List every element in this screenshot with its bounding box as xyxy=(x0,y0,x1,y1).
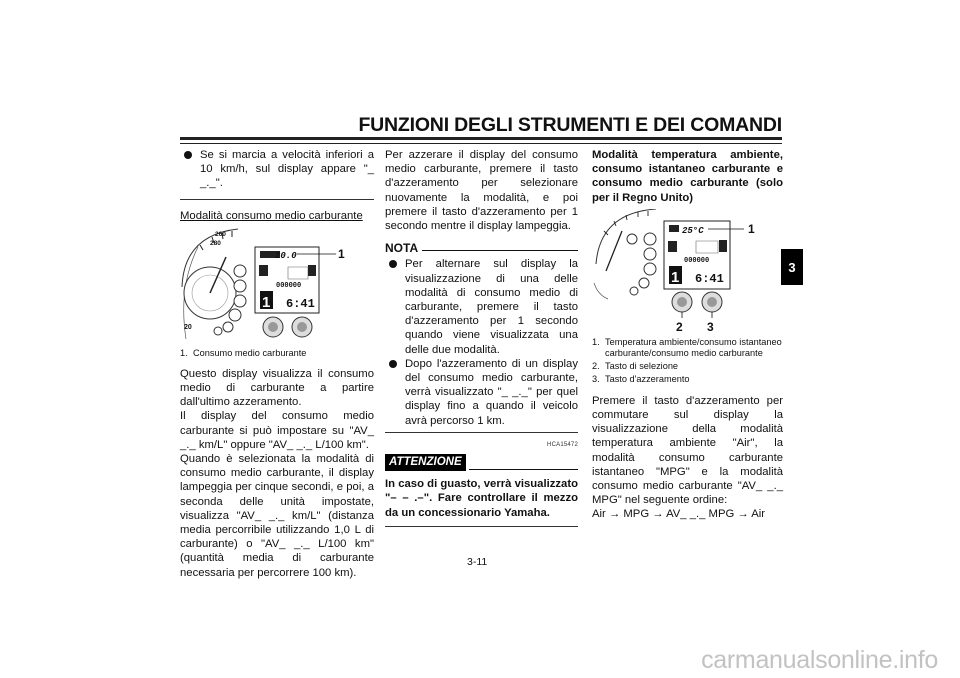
header-rule-thick xyxy=(180,137,782,140)
nota-bullet: Dopo l'azzeramento di un display del consumo medio carburante, verrà visualizzato "_ _._" per quel display fino a quando il veicolo avrà percorso 1 km. xyxy=(385,357,578,428)
paragraph: Quando è selezionata la modalità di consumo medio carburante, il display lampeggia per cinque secondi, e poi, a seconda delle unità impostate, visualizza "AV_ _._ km/L" (distanza media percorribile utilizzando 1,0 L di carburante) o "AV_ _._ L/100 km" (quantità media di carburante necessaria per percorrere 100 km). xyxy=(180,453,374,579)
caption-item: 3. Tasto d'azzeramento xyxy=(592,373,690,384)
temp-gauge-icon xyxy=(308,265,316,276)
figure-caption xyxy=(180,348,374,359)
column-1 xyxy=(180,148,374,580)
nota-bullet: Per alternare sul display la visualizzazione di una delle modalità di consumo medio di carburante, premere il tasto d'azzeramento per 1 secondo quando viene visualizzata una delle due modalità. xyxy=(385,257,578,356)
warning-lamp-icon xyxy=(214,327,222,335)
warning-lamp-icon xyxy=(639,278,649,288)
callout-1: 1 xyxy=(338,246,345,261)
column-3 xyxy=(592,148,783,522)
fuel-gauge-icon xyxy=(668,241,677,252)
lcd-gear: 1 xyxy=(262,293,271,311)
fuel-gauge-icon xyxy=(259,265,268,276)
lcd-odometer: 000000 xyxy=(276,281,302,290)
page-number: 3-11 xyxy=(467,556,488,568)
warning-lamp-icon xyxy=(223,322,233,332)
paragraph: Per azzerare il display del consumo medio carburante, premere il tasto d'azzeramento per selezionare nuovamente la modalità, e poi premere il tasto d'azzeramento per 1 secondo mentre il display lampeggia. xyxy=(385,149,578,233)
callout-2: 2 xyxy=(676,319,683,334)
temp-gauge-icon xyxy=(719,240,727,252)
caption-item: 2. Tasto di selezione xyxy=(592,360,679,371)
page-header-title: FUNZIONI DEGLI STRUMENTI E DEI COMANDI xyxy=(358,114,782,136)
section-title-average-consumption: Modalità consumo medio carburante xyxy=(180,209,363,222)
lcd-odometer: 000000 xyxy=(684,256,710,265)
watermark[interactable]: carmanualsonline.info xyxy=(701,646,938,674)
lcd-ambient-temperature: 25°C xyxy=(682,225,704,236)
warning-lamp-icon xyxy=(627,234,637,244)
section-title-uk-modes: Modalità temperatura ambiente, consumo istantaneo carburante e consumo medio carburante (solo per il Regno Unito) xyxy=(592,149,783,204)
speedo-label: 20 xyxy=(184,323,192,331)
caption-item: 1. Consumo medio carburante xyxy=(180,347,307,358)
warning-lamp-icon xyxy=(644,233,656,245)
warning-lamp-icon xyxy=(644,263,656,275)
divider xyxy=(180,199,374,200)
attenzione-heading: ATTENZIONE xyxy=(385,454,578,471)
figure-caption xyxy=(592,337,783,385)
paragraph: Questo display visualizza il consumo medio di carburante a partire dall'ultimo azzeramento. xyxy=(180,367,374,409)
column-2 xyxy=(385,148,578,532)
attenzione-text: In caso di guasto, verrà visualizzato "– – .–". Fare controllare il mezzo da un concessionario Yamaha. xyxy=(385,478,578,519)
paragraph: Premere il tasto d'azzeramento per commutare sul display la visualizzazione della modalità temperatura ambiente "Air", la modalità consumo carburante istantaneo "MPG" e la modalità consumo medio carburante "AV_ _._ MPG" nel seguente ordine: xyxy=(592,394,783,507)
dashboard-illustration-1 xyxy=(180,227,374,345)
divider xyxy=(385,526,578,527)
nota-heading: NOTA xyxy=(385,241,578,255)
speedo-label: 280 xyxy=(210,239,221,247)
divider xyxy=(385,432,578,433)
dashboard-illustration-2 xyxy=(592,209,782,334)
paragraph: Il display del consumo medio carburante si può impostare su "AV_ _._ km/L" oppure "AV_ _._ L/100 km". xyxy=(180,410,374,451)
warning-lamp-icon xyxy=(644,248,656,260)
mode-sequence: Air → MPG → AV_ _._ MPG → Air xyxy=(592,508,766,521)
callout-1: 1 xyxy=(748,221,755,236)
speedo-label: 260 xyxy=(215,230,226,238)
lcd-clock: 6:41 xyxy=(695,271,724,286)
caption-item: 1. Temperatura ambiente/consumo istantaneo carburante/consumo medio carburante xyxy=(592,336,782,358)
header-rule-thin xyxy=(180,143,782,144)
warning-lamp-icon xyxy=(630,287,638,295)
lcd-clock: 6:41 xyxy=(286,296,315,311)
warning-lamp-icon xyxy=(234,265,246,277)
warning-lamp-icon xyxy=(234,280,246,292)
lcd-gear: 1 xyxy=(671,268,680,286)
lcd-average-consumption: 20.0 xyxy=(275,250,297,261)
chapter-tab[interactable]: 3 xyxy=(781,249,803,285)
bullet-low-speed: Se si marcia a velocità inferiori a 10 km/h, sul display appare "_ _._". xyxy=(180,148,374,191)
callout-3: 3 xyxy=(707,319,714,334)
warning-lamp-icon xyxy=(234,295,246,307)
warning-lamp-icon xyxy=(229,309,241,321)
document-code: HCA15472 xyxy=(547,441,578,448)
